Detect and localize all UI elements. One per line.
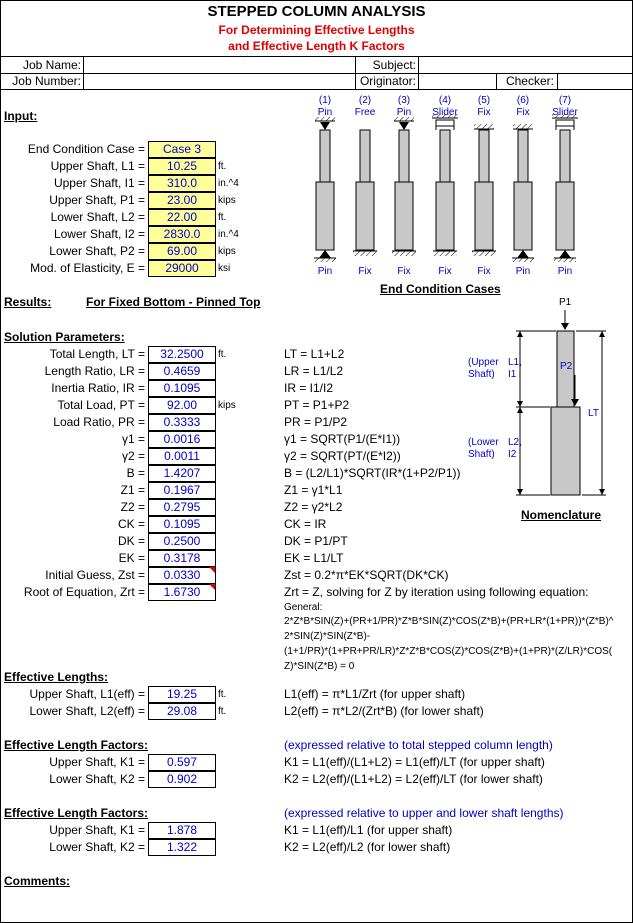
lower-shaft	[514, 182, 532, 250]
solution-label: DK =	[117, 534, 145, 548]
lower-shaft	[436, 182, 454, 250]
divider	[83, 56, 84, 89]
solution-label: Total Length, LT =	[49, 347, 145, 361]
k2-total-formula: K2 = L2(eff)/(L1+L2) = L2(eff)/LT (for lower shaft)	[284, 772, 543, 786]
solution-value: 0.2500	[148, 533, 216, 550]
solution-label: B =	[126, 466, 145, 480]
case-top-condition: Free	[354, 107, 376, 118]
input-heading: Input:	[4, 109, 38, 123]
case-top-condition: Slider	[552, 107, 578, 118]
job-name-field[interactable]	[85, 57, 353, 72]
pin-support-icon	[320, 122, 330, 130]
unit-label: kips	[218, 400, 236, 411]
upper-shaft	[440, 130, 450, 182]
divider	[418, 56, 419, 89]
solution-formula: IR = I1/I2	[284, 381, 334, 395]
case-top-condition: Slider	[432, 107, 458, 118]
solution-formula: PT = P1+P2	[284, 398, 350, 412]
input-label-i1: Upper Shaft, I1 =	[53, 176, 145, 190]
slider-block	[556, 120, 574, 126]
equation-line: Z)*SIN(Z*B) = 0	[284, 661, 355, 672]
input-label-p2: Lower Shaft, P2 =	[49, 244, 145, 258]
input-label-l1: Upper Shaft, L1 =	[50, 159, 145, 173]
hatch-icon	[554, 258, 576, 262]
checker-label: Checker:	[505, 74, 554, 88]
lower-shaft-l2-input[interactable]: 22.00	[148, 209, 216, 226]
l1eff-formula: L1(eff) = π*L1/Zrt (for upper shaft)	[284, 687, 466, 701]
comment-indicator-icon[interactable]	[209, 567, 215, 573]
k1-shaft-value: 1.878	[148, 822, 216, 839]
case-number: (4)	[438, 95, 452, 106]
solution-value: 0.0011	[148, 448, 216, 465]
case-number: (7)	[558, 95, 572, 106]
l2eff-formula: L2(eff) = π*L2/(Zrt*B) (for lower shaft)	[284, 704, 484, 718]
solution-heading: Solution Parameters:	[4, 330, 125, 344]
solution-formula: PR = P1/P2	[284, 415, 348, 429]
nomenclature-lt: LT	[588, 408, 599, 419]
solution-formula: Zst = 0.2*π*EK*SQRT(DK*CK)	[284, 568, 449, 582]
nomenclature-p2: P2	[560, 361, 573, 372]
input-label-l2: Lower Shaft, L2 =	[50, 210, 145, 224]
nomenclature-caption: Nomenclature	[521, 508, 602, 522]
upper-shaft	[360, 130, 370, 182]
solution-label: Inertia Ratio, IR =	[51, 381, 145, 395]
solution-value: 0.1095	[148, 380, 216, 397]
case-bottom-condition: Pin	[557, 266, 573, 277]
case-number: (6)	[516, 95, 530, 106]
case-number: (5)	[477, 95, 491, 106]
pin-support-icon	[319, 250, 331, 258]
solution-label: EK =	[118, 551, 145, 565]
results-heading: Results:	[4, 295, 52, 309]
input-label-i2: Lower Shaft, I2 =	[53, 227, 145, 241]
upper-shaft-p1-input[interactable]: 23.00	[148, 192, 216, 209]
subject-field[interactable]	[420, 57, 630, 72]
nomenclature-upper-l: L1,	[508, 357, 522, 368]
equation-line: (1+1/PR)*(1+PR+PR/LR)*Z*Z*B*COS(Z)*COS(Z*B)+(1+PR)*(Z/LR)*COS(	[284, 646, 613, 657]
pin-support-icon	[517, 250, 529, 258]
unit-label: ft.	[218, 706, 227, 717]
unit-label: ft.	[218, 689, 227, 700]
hatch-icon	[512, 258, 534, 262]
nomenclature-lower-paren: (Lower	[468, 437, 499, 448]
solution-label: Load Ratio, PR =	[53, 415, 145, 429]
hatch-icon	[513, 124, 533, 129]
end-condition-cases-caption: End Condition Cases	[380, 282, 501, 296]
solution-value: 0.2795	[148, 499, 216, 516]
upper-shaft	[320, 130, 330, 182]
k2-shaft-label: Lower Shaft, K2 =	[49, 840, 145, 854]
end-condition-case-input[interactable]: Case 3	[148, 141, 216, 158]
case-top-condition: Pin	[317, 107, 333, 118]
case-bottom-condition: Fix	[438, 266, 452, 277]
solution-value: 1.6730	[148, 584, 216, 601]
solution-formula: DK = P1/PT	[284, 534, 348, 548]
k1-total-label: Upper Shaft, K1 =	[49, 755, 145, 769]
general-label: General:	[284, 602, 323, 613]
nomenclature-lower-l: L2,	[508, 437, 522, 448]
hatch-icon	[474, 124, 494, 129]
solution-label: Initial Guess, Zst =	[45, 568, 145, 582]
hatch-icon	[392, 251, 416, 256]
input-label-case: End Condition Case =	[27, 142, 145, 156]
upper-shaft	[560, 130, 570, 182]
slider-block	[436, 120, 454, 126]
lower-shaft-i2-input[interactable]: 2830.0	[148, 226, 216, 243]
l2eff-value: 29.08	[148, 703, 216, 720]
solution-value: 0.1095	[148, 516, 216, 533]
solution-formula: CK = IR	[284, 517, 327, 531]
solution-formula: γ1 = SQRT(P1/(E*I1))	[284, 432, 401, 446]
solution-label: γ1 =	[121, 432, 145, 446]
lower-shaft	[395, 182, 413, 250]
nomenclature-lower-shaft: Shaft)	[468, 449, 495, 460]
modulus-e-input[interactable]: 29000	[148, 260, 216, 277]
job-number-label: Job Number:	[12, 74, 81, 88]
k-shaft-heading: Effective Length Factors:	[4, 806, 149, 820]
divider	[0, 89, 633, 90]
case-bottom-condition: Pin	[515, 266, 531, 277]
solution-label: γ2 =	[121, 449, 145, 463]
case-bottom-condition: Fix	[397, 266, 411, 277]
case-top-condition: Fix	[477, 107, 491, 118]
solution-label: Total Load, PT =	[57, 398, 145, 412]
solution-label: Z1 =	[120, 483, 145, 497]
upper-shaft	[479, 130, 489, 182]
effective-lengths-heading: Effective Lengths:	[4, 670, 109, 684]
unit-label: ft.	[218, 161, 227, 172]
unit-label: kips	[218, 195, 236, 206]
l2eff-label: Lower Shaft, L2(eff) =	[29, 704, 145, 718]
lower-shaft-p2-input[interactable]: 69.00	[148, 243, 216, 260]
lower-shaft	[356, 182, 374, 250]
solution-label: Length Ratio, LR =	[44, 364, 145, 378]
case-number: (2)	[358, 95, 372, 106]
k-total-heading: Effective Length Factors:	[4, 738, 149, 752]
checker-field[interactable]	[559, 74, 630, 89]
pin-support-icon	[559, 250, 571, 258]
nomenclature-lower-i: I2	[508, 449, 517, 460]
input-label-e: Mod. of Elasticity, E =	[30, 261, 145, 275]
k2-total-value: 0.902	[148, 771, 216, 788]
k2-shaft-value: 1.322	[148, 839, 216, 856]
unit-label: kips	[218, 246, 236, 257]
unit-label: in.^4	[218, 229, 239, 240]
k-total-note: (expressed relative to total stepped column length)	[284, 738, 553, 752]
k2-total-label: Lower Shaft, K2 =	[49, 772, 145, 786]
unit-label: ksi	[218, 263, 231, 274]
nomenclature-p1: P1	[559, 297, 572, 308]
hatch-icon	[353, 251, 377, 256]
pin-support-icon	[399, 122, 409, 130]
nomenclature-upper-shaft: Shaft)	[468, 369, 495, 380]
case-bottom-condition: Fix	[477, 266, 491, 277]
solution-value: 0.0330	[148, 567, 216, 584]
nomenclature-diagram	[460, 295, 630, 510]
comment-indicator-icon[interactable]	[209, 584, 215, 590]
solution-formula: Z1 = γ1*L1	[284, 483, 343, 497]
upper-shaft	[399, 130, 409, 182]
originator-label: Originator:	[359, 74, 416, 88]
unit-label: in.^4	[218, 178, 239, 189]
solution-value: 0.0016	[148, 431, 216, 448]
k1-total-value: 0.597	[148, 754, 216, 771]
comments-field[interactable]	[4, 892, 628, 918]
unit-label: ft.	[218, 212, 227, 223]
l1eff-label: Upper Shaft, L1(eff) =	[29, 687, 145, 701]
job-number-field[interactable]	[85, 74, 353, 89]
case-top-condition: Fix	[516, 107, 530, 118]
solution-formula: B = (L2/L1)*SQRT(IR*(1+P2/P1))	[284, 466, 461, 480]
lower-shaft	[556, 182, 574, 250]
k1-shaft-label: Upper Shaft, K1 =	[49, 823, 145, 837]
hatch-icon	[433, 251, 457, 256]
upper-shaft-l1-input[interactable]: 10.25	[148, 158, 216, 175]
solution-label: CK =	[117, 517, 145, 531]
solution-formula: LT = L1+L2	[284, 347, 345, 361]
k2-shaft-formula: K2 = L2(eff)/L2 (for lower shaft)	[284, 840, 451, 854]
input-label-p1: Upper Shaft, P1 =	[49, 193, 145, 207]
solution-value: 0.3178	[148, 550, 216, 567]
solution-label: Root of Equation, Zrt =	[23, 585, 145, 599]
solution-value: 1.4207	[148, 465, 216, 482]
lower-shaft	[316, 182, 334, 250]
solution-formula: Zrt = Z, solving for Z by iteration using following equation:	[284, 585, 589, 599]
k1-total-formula: K1 = L1(eff)/(L1+L2) = L1(eff)/LT (for upper shaft)	[284, 755, 545, 769]
nomenclature-upper-i: I1	[508, 369, 517, 380]
divider	[557, 73, 558, 89]
solution-formula: LR = L1/L2	[284, 364, 344, 378]
subject-label: Subject:	[372, 58, 416, 72]
upper-shaft-i1-input[interactable]: 310.0	[148, 175, 216, 192]
case-number: (3)	[397, 95, 411, 106]
solution-value: 0.1967	[148, 482, 216, 499]
upper-shaft	[518, 130, 528, 182]
case-bottom-condition: Fix	[358, 266, 372, 277]
k1-shaft-formula: K1 = L1(eff)/L1 (for upper shaft)	[284, 823, 453, 837]
hatch-icon	[314, 258, 336, 262]
case-bottom-condition: Pin	[317, 266, 333, 277]
hatch-icon	[472, 251, 496, 256]
solution-value: 32.2500	[148, 346, 216, 363]
l1eff-value: 19.25	[148, 686, 216, 703]
case-number: (1)	[318, 95, 332, 106]
page-subtitle-2: and Effective Length K Factors	[228, 39, 405, 53]
unit-label: ft.	[218, 349, 227, 360]
solution-label: Z2 =	[120, 500, 145, 514]
page-subtitle-1: For Determining Effective Lengths	[218, 23, 415, 37]
solution-formula: EK = L1/LT	[284, 551, 344, 565]
solution-formula: γ2 = SQRT(PT/(E*I2))	[284, 449, 401, 463]
job-name-label: Job Name:	[22, 58, 81, 72]
k-shaft-note: (expressed relative to upper and lower shaft lengths)	[284, 806, 564, 820]
solution-formula: Z2 = γ2*L2	[284, 500, 343, 514]
end-condition-cases-diagram	[298, 92, 590, 282]
solution-value: 0.4659	[148, 363, 216, 380]
results-case-description: For Fixed Bottom - Pinned Top	[86, 295, 261, 309]
page-title: STEPPED COLUMN ANALYSIS	[207, 3, 426, 20]
case-top-condition: Pin	[396, 107, 412, 118]
originator-field[interactable]	[420, 74, 494, 89]
solution-value: 0.3333	[148, 414, 216, 431]
solution-value: 92.00	[148, 397, 216, 414]
equation-line: 2*SIN(Z)*SIN(Z*B)-	[284, 631, 371, 642]
comments-heading: Comments:	[4, 874, 71, 888]
equation-line: 2*Z*B*SIN(Z)+(PR+1/PR)*Z*B*SIN(Z)*COS(Z*B)+(PR+LR*(1+PR))*(Z*B)^	[284, 616, 614, 627]
lower-shaft	[475, 182, 493, 250]
nomenclature-upper-paren: (Upper	[468, 357, 499, 368]
